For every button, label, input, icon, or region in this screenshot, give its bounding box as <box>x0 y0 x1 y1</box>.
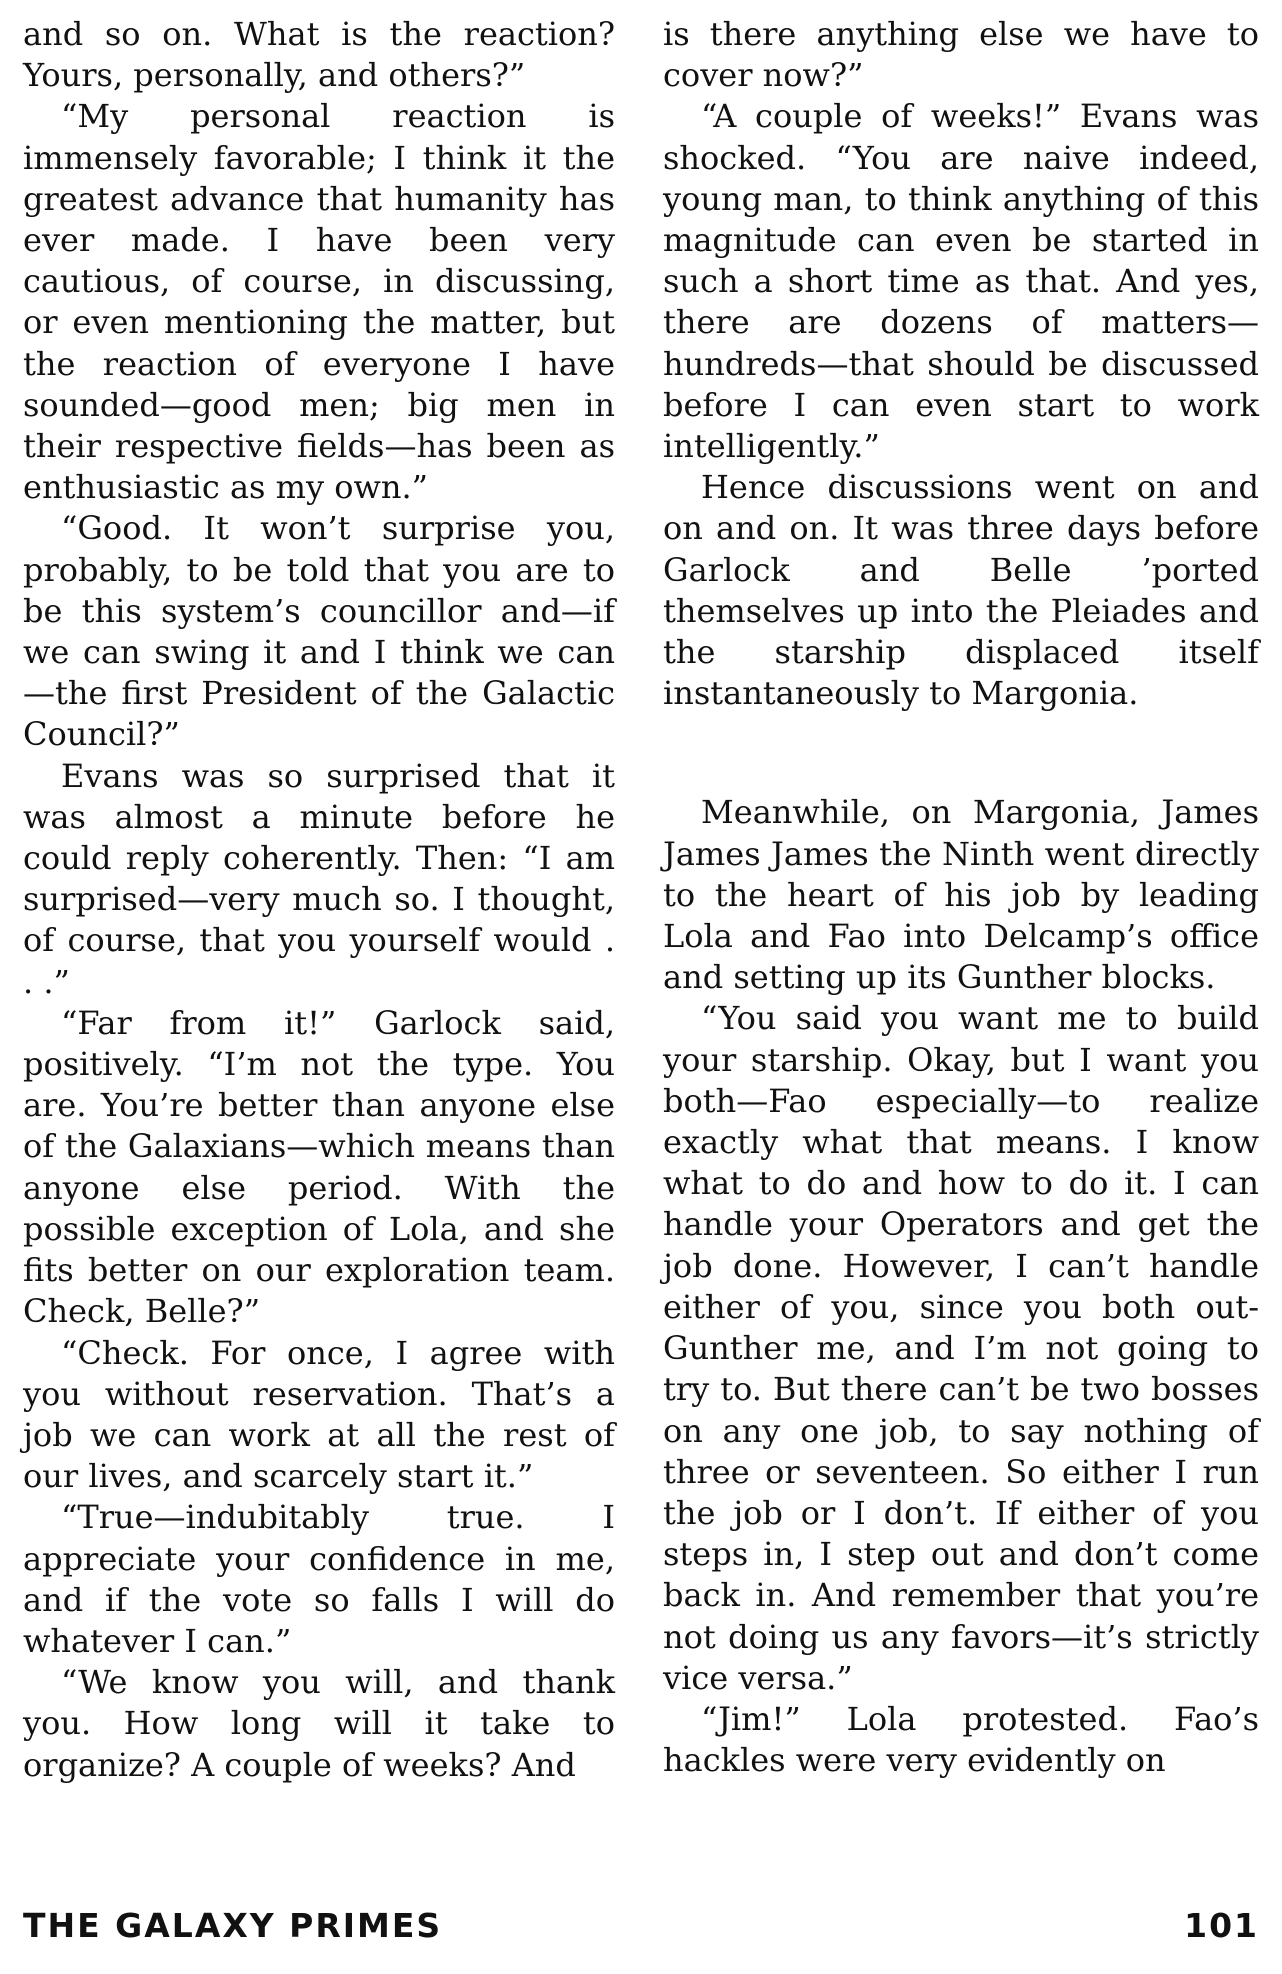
paragraph: “Good. It won’t surprise you, probably, to be told that you are to be this system’s councillor and—if we can swing it and I think we can—the first President of the Galactic Council?” <box>23 509 615 754</box>
paragraph: “You said you want me to build your starship. Okay, but I want you both—Fao especially—to realize exactly what that means. I know what to do and how to do it. I can handle your Operators and get the job done. However, I can’t handle either of you, since you both out-Gunther me, and I’m not going to try to. But there can’t be two bosses on any one job, to say nothing of three or seventeen. So either I run the job or I don’t. If either of you steps in, I step out and don’t come back in. And remember that you’re not doing us any favors—it’s strictly vice versa.” <box>663 999 1259 1697</box>
left-column <box>23 14 615 1786</box>
paragraph: Evans was so surprised that it was almost a minute before he could reply coherently. Then: “I am surprised—very much so. I thought, of course, that you yourself would . . .” <box>23 756 615 1001</box>
paragraph: “We know you will, and thank you. How long will it take to organize? A couple of weeks? And <box>23 1663 615 1784</box>
paragraph: is there anything else we have to cover now?” <box>663 15 1259 95</box>
paragraph: “Check. For once, I agree with you without reservation. That’s a job we can work at all the rest of our lives, and scarcely start it.” <box>23 1333 615 1496</box>
paragraph: Hence discussions went on and on and on. It was three days before Garlock and Belle ’ported themselves up into the Pleiades and the starship displaced itself instantaneously to Margonia. <box>663 468 1259 713</box>
running-title: THE GALAXY PRIMES <box>23 1906 443 1945</box>
paragraph: “Jim!” Lola protested. Fao’s hackles were very evidently on <box>663 1699 1259 1780</box>
paragraph: “True—indubitably true. I appreciate your confidence in me, and if the vote so falls I will do whatever I can.” <box>23 1498 615 1660</box>
page-number: 101 <box>1184 1906 1259 1945</box>
right-column <box>663 14 1259 1781</box>
paragraph: “A couple of weeks!” Evans was shocked. “You are naive indeed, young man, to think anything of this magnitude can even be started in such a short time as that. And yes, there are dozens of matters—hundreds—that should be discussed before I can even start to work intelligently.” <box>663 97 1259 466</box>
paragraph: and so on. What is the reaction? Yours, personally, and others?” <box>23 15 615 95</box>
paragraph: “Far from it!” Garlock said, positively. “I’m not the type. You are. You’re better than anyone else of the Galaxians—which means than anyone else period. With the possible exception of Lola, and she fits better on our exploration team. Check, Belle?” <box>23 1003 615 1331</box>
section-break-paragraph: Meanwhile, on Margonia, James James James the Ninth went directly to the heart of his job by leading Lola and Fao into Delcamp’s office and setting up its Gunther blocks. <box>663 793 1259 997</box>
paragraph: “My personal reaction is immensely favorable; I think it the greatest advance that humanity has ever made. I have been very cautious, of course, in discussing, or even mentioning the matter, but the reaction of everyone I have sounded—good men; big men in their respective fields—has been as enthusiastic as my own.” <box>23 97 615 507</box>
